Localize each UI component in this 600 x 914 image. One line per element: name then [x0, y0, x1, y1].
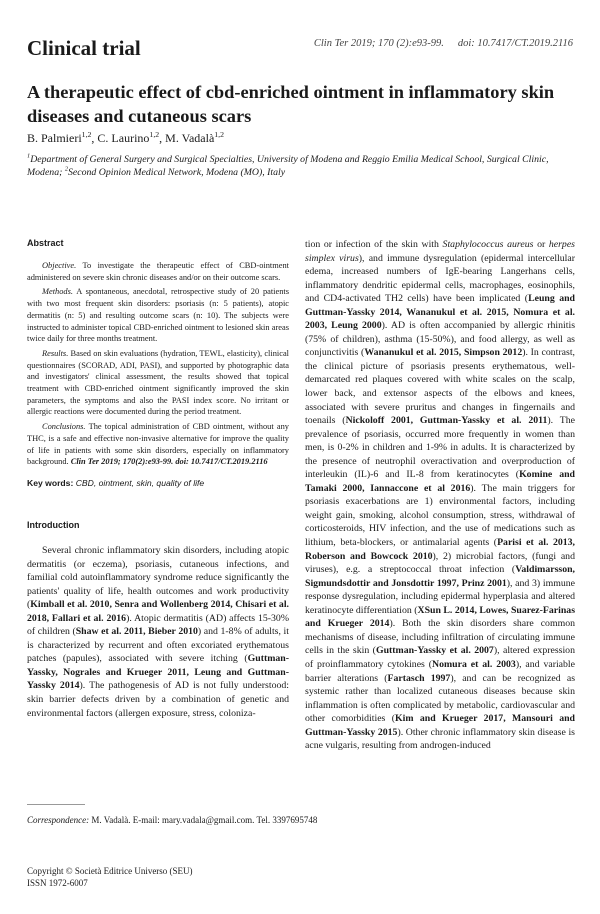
affiliations: $^1$Department of General Surgery and Surgical Specialties, University of Modena and Reggio Emilia Medical School, Surgical Clinic, Modena; $^2$Second Opinion Medical Network, Modena (MO), Italy	[27, 152, 549, 178]
keywords: Key words: CBD, ointment, skin, quality of life	[27, 477, 205, 488]
journal-citation	[300, 38, 573, 49]
left-column	[27, 238, 289, 720]
author-name: B. Palmieri	[27, 131, 82, 145]
issn-line: ISSN 1972-6007	[27, 878, 88, 888]
author-affiliation-mark: 1,2	[149, 130, 160, 139]
section-label: Clinical trial	[27, 36, 141, 60]
copyright-line: Copyright © Società Editrice Universo (SEU)	[27, 866, 193, 876]
abstract-results: Results. Based on skin evaluations (hydration, TEWL, elasticity), clinical questionnaires (SCORAD, ADI, PASI), and supported by photographic data and investigators' clinical assessment, the results showed that topical treatment with CBD-enriched ointment significantly improved the skin parameters, the symptoms and also the PASI index score. No irritant or allergic reactions were documented during the period treatment.	[27, 348, 289, 417]
footnote-divider	[27, 804, 85, 805]
abstract-heading: Abstract	[27, 238, 64, 248]
author-name: C. Laurino	[97, 131, 150, 145]
author-list: B. Palmieri$^{1,2}$, C. Laurino$^{1,2}$, M. Vadalà$^{1,2}$	[27, 130, 225, 145]
correspondence-note: Correspondence: M. Vadalà. E-mail: mary.vadala@gmail.com. Tel. 3397695748	[27, 815, 318, 825]
abstract-methods: Methods. A spontaneous, anecdotal, retrospective study of 20 patients with two most frequent skin disorders: psoriasis (n: 5 patients), atopic dermatitis (n: 5) and resulting outcome scars (n: 10). The subjects were instructed to administer topical CBD-enriched ointment to lesioned skin areas twice daily for three months treatment.	[27, 287, 289, 344]
journal-reference: Clin Ter 2019; 170 (2):e93-99.	[313, 38, 444, 49]
abstract-citation: Clin Ter 2019; 170(2):e93-99. doi: 10.7417/CT.2019.2116	[70, 457, 268, 467]
abstract-conclusions: Conclusions. The topical administration of CBD ointment, without any THC, is a safe and effective non-invasive alternative for improve the quality of life in patients with some skin disorders, especially on inflammatory background. Clin Ter 2019; 170(2):e93-99. doi: 10.7417/CT.2019.2116	[27, 422, 289, 467]
author-name: M. Vadalà	[165, 131, 215, 145]
doi[interactable]: doi: 10.7417/CT.2019.2116	[457, 38, 573, 49]
abstract-objective: Objective. To investigate the therapeutic effect of CBD-ointment administered on severe skin chronic diseases and/or on their outcome scars.	[27, 261, 289, 282]
copyright-block	[27, 865, 193, 889]
introduction-heading: Introduction	[27, 519, 80, 530]
article-title: A therapeutic effect of cbd-enriched ointment in inflammatory skin diseases and cutaneous scars	[27, 82, 555, 126]
author-affiliation-mark: 1,2	[214, 130, 225, 139]
author-affiliation-mark: 1,2	[81, 130, 92, 139]
introduction-paragraph: Several chronic inflammatory skin disorders, including atopic dermatitis (or eczema), psoriasis, cutaneous infections, and familial cold autoinflammatory syndrome reduce significantly the patients' quality of life, health outcomes and work productivity (Kimball et al. 2010, Senra and Wollenberg 2014, Chisari et al. 2018, Fallari et al. 2016). Atopic dermatitis (AD) affects 15-30% of children (Shaw et al. 2011, Bieber 2010) and 1-8% of adults, it is characterized by recurrent and often excoriated erythematous patches (papules), associated with severe itching (Guttman-Yassky, Nograles and Krueger 2011, Leung and Guttman-Yassky 2014). The pathogenesis of AD is not fully understood: skin barrier defects driven by a combination of genetic and environmental factors (allergen exposure, stress, coloniza-	[27, 544, 289, 719]
body-paragraph: tion or infection of the skin with Staphylococcus aureus or herpes simplex virus), and immune dysregulation (epidermal intercellular edema, increased numbers of IgE-bearing Langerhans cells, inflammatory dendritic epidermal cells, macrophages, eosinophils, and CD4-activated TH2 cells) have been implicated (Leung and Guttman-Yassky 2014, Wananukul et al. 2015, Nomura et al. 2003, Leung 2000). AD is often accompanied by allergic rhinitis (75% of children), asthma (15-50%), and food allergy, as well as conjunctivitis (Wananukul et al. 2015, Simpson 2012). In contrast, the clinical picture of psoriasis presents erythematous, well-demarcated red plaques covered with white scales on the scalp, lower back, and extensor aspects of the elbows and knees, associated with severe pruritus and changes in fingernails and toenails (Nickoloff 2001, Guttman-Yassky et al. 2011). The prevalence of psoriasis, occurred more frequently in women than men, is 0-2% in children and 1-9% in adults. It is characterized by the presence of neutrophil overactivation and overproduction of interleukin (IL)-6 and IL-8 from keratinocytes (Komine and Tamaki 2000, Iannaccone et al 2016). The main triggers for psoriasis exacerbations are 1) environmental factors, including weight gain, smoking, alcohol consumption, stress, withdrawal of corticosteroids, HIV infection, and the use of medications such as lithium, beta-blockers, or antimalarial agents (Parisi et al. 2013, Roberson and Bowcock 2010), 2) microbial factors, (fungi and viruses), e.g. a streptococcal throat infection (Valdimarsson, Sigmundsdottir and Jonsdottir 1997, Prinz 2001), and 3) immune response dysregulation, including epidermal hyperplasia and altered keratinocyte differentiation (XSun L. 2014, Lowes, Suarez-Farinas and Krueger 2014). Both the skin disorders share common mechanisms of disease, including infiltration of circulating immune cells in the skin (Guttman-Yassky et al. 2007), altered expression of proinflammatory cytokines (Nomura et al. 2003), and variable barrier alterations (Fartasch 1997), and can be recognized as systemic rather than localized cutaneous diseases because skin inflammation is often complicated by metabolic, cardiovascular and other comorbidities (Kim and Krueger 2017, Mansouri and Guttman-Yassky 2015). Other chronic inflammatory skin disease is acne vulgaris, resulting from androgen-induced	[305, 239, 576, 752]
right-column	[305, 238, 575, 753]
